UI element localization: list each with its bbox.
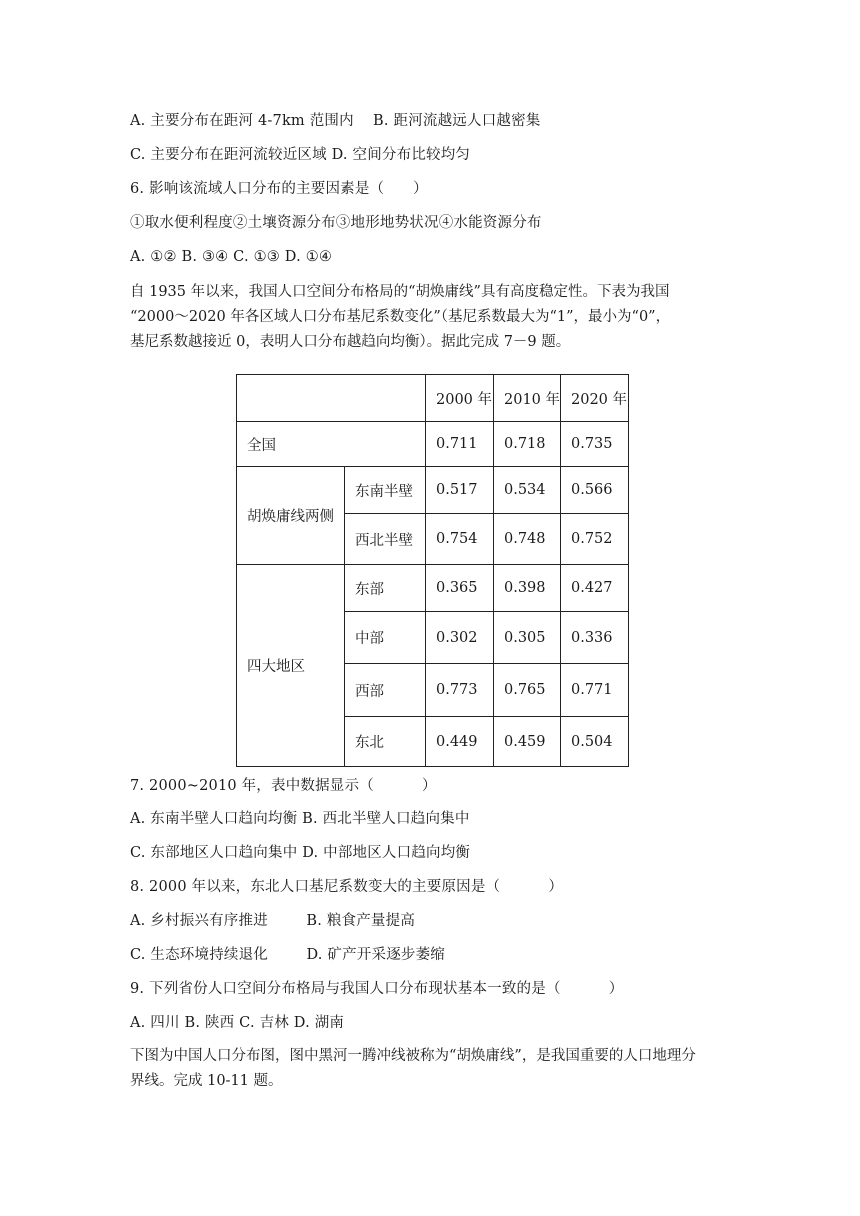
year-header: 2010 年: [494, 375, 561, 422]
group-label-hu-line: 胡焕庸线两侧: [237, 467, 345, 565]
table-cell: 0.773: [426, 664, 494, 717]
q9-options: A. 四川 B. 陕西 C. 吉林 D. 湖南: [130, 1015, 345, 1031]
q7-options-cd: C. 东部地区人口趋向集中 D. 中部地区人口趋向均衡: [130, 845, 471, 861]
table-cell: 0.771: [561, 664, 629, 717]
intro-7-9: [130, 282, 730, 357]
table-row: [237, 467, 629, 514]
table-cell: 0.449: [426, 717, 494, 767]
q7-stem: 7. 2000~2010 年，表中数据显示（ ）: [130, 778, 437, 794]
year-header: 2000 年: [426, 375, 494, 422]
q5-options-ab: A. 主要分布在距河 4-7km 范围内 B. 距河流越远人口越密集: [130, 113, 541, 129]
q8-options-cd: C. 生态环境持续退化 D. 矿产开采逐步萎缩: [130, 947, 445, 963]
row-label: 西部: [345, 664, 426, 717]
row-label: 东部: [345, 565, 426, 612]
table-cell: 0.765: [494, 664, 561, 717]
table-cell: 0.365: [426, 565, 494, 612]
table-cell: 0.302: [426, 612, 494, 664]
table-row: [237, 565, 629, 612]
table-header-row: [237, 375, 629, 422]
table-cell: 0.504: [561, 717, 629, 767]
table-cell: 0.718: [494, 422, 561, 467]
row-label-national: 全国: [237, 422, 426, 467]
table-cell: 0.517: [426, 467, 494, 514]
intro-10-11: [130, 1046, 730, 1096]
year-header: 2020 年: [561, 375, 629, 422]
table-cell: 0.459: [494, 717, 561, 767]
table-cell: 0.398: [494, 565, 561, 612]
table-cell: 0.748: [494, 514, 561, 565]
table-cell: 0.534: [494, 467, 561, 514]
q6-stem: 6. 影响该流域人口分布的主要因素是（ ）: [130, 181, 428, 197]
q6-options: A. ①② B. ③④ C. ①③ D. ①④: [130, 249, 333, 265]
row-label: 东南半壁: [345, 467, 426, 514]
intro-10-11-line: 下图为中国人口分布图，图中黑河一腾冲线被称为“胡焕庸线”，是我国重要的人口地理分: [130, 1048, 696, 1064]
table-cell: 0.735: [561, 422, 629, 467]
table-cell: 0.427: [561, 565, 629, 612]
q5-options-cd: C. 主要分布在距河流较近区域 D. 空间分布比较均匀: [130, 147, 471, 163]
row-label: 中部: [345, 612, 426, 664]
table-cell: 0.336: [561, 612, 629, 664]
table-corner-cell: [237, 375, 426, 422]
table-row: [237, 422, 629, 467]
intro-7-9-line: 基尼系数越接近 0，表明人口分布越趋向均衡）。据此完成 7－9 题。: [130, 334, 571, 350]
table-cell: 0.754: [426, 514, 494, 565]
row-label: 西北半壁: [345, 514, 426, 565]
intro-7-9-line: 自 1935 年以来，我国人口空间分布格局的“胡焕庸线”具有高度稳定性。下表为我国: [130, 284, 670, 300]
gini-coefficient-table: [236, 374, 629, 767]
table-cell: 0.305: [494, 612, 561, 664]
table-cell: 0.566: [561, 467, 629, 514]
q7-options-ab: A. 东南半壁人口趋向均衡 B. 西北半壁人口趋向集中: [130, 811, 470, 827]
q8-stem: 8. 2000 年以来，东北人口基尼系数变大的主要原因是（ ）: [130, 879, 564, 895]
q6-factors: ①取水便利程度②土壤资源分布③地形地势状况④水能资源分布: [130, 215, 542, 231]
intro-10-11-line: 界线。完成 10-11 题。: [130, 1073, 283, 1089]
table-cell: 0.752: [561, 514, 629, 565]
q9-stem: 9. 下列省份人口空间分布格局与我国人口分布现状基本一致的是（ ）: [130, 981, 624, 997]
intro-7-9-line: “2000～2020 年各区域人口分布基尼系数变化”（基尼系数最大为“1”，最小为“0”，: [130, 309, 671, 325]
group-label-regions: 四大地区: [237, 565, 345, 767]
row-label: 东北: [345, 717, 426, 767]
q8-options-ab: A. 乡村振兴有序推进 B. 粮食产量提高: [130, 913, 416, 929]
table-cell: 0.711: [426, 422, 494, 467]
